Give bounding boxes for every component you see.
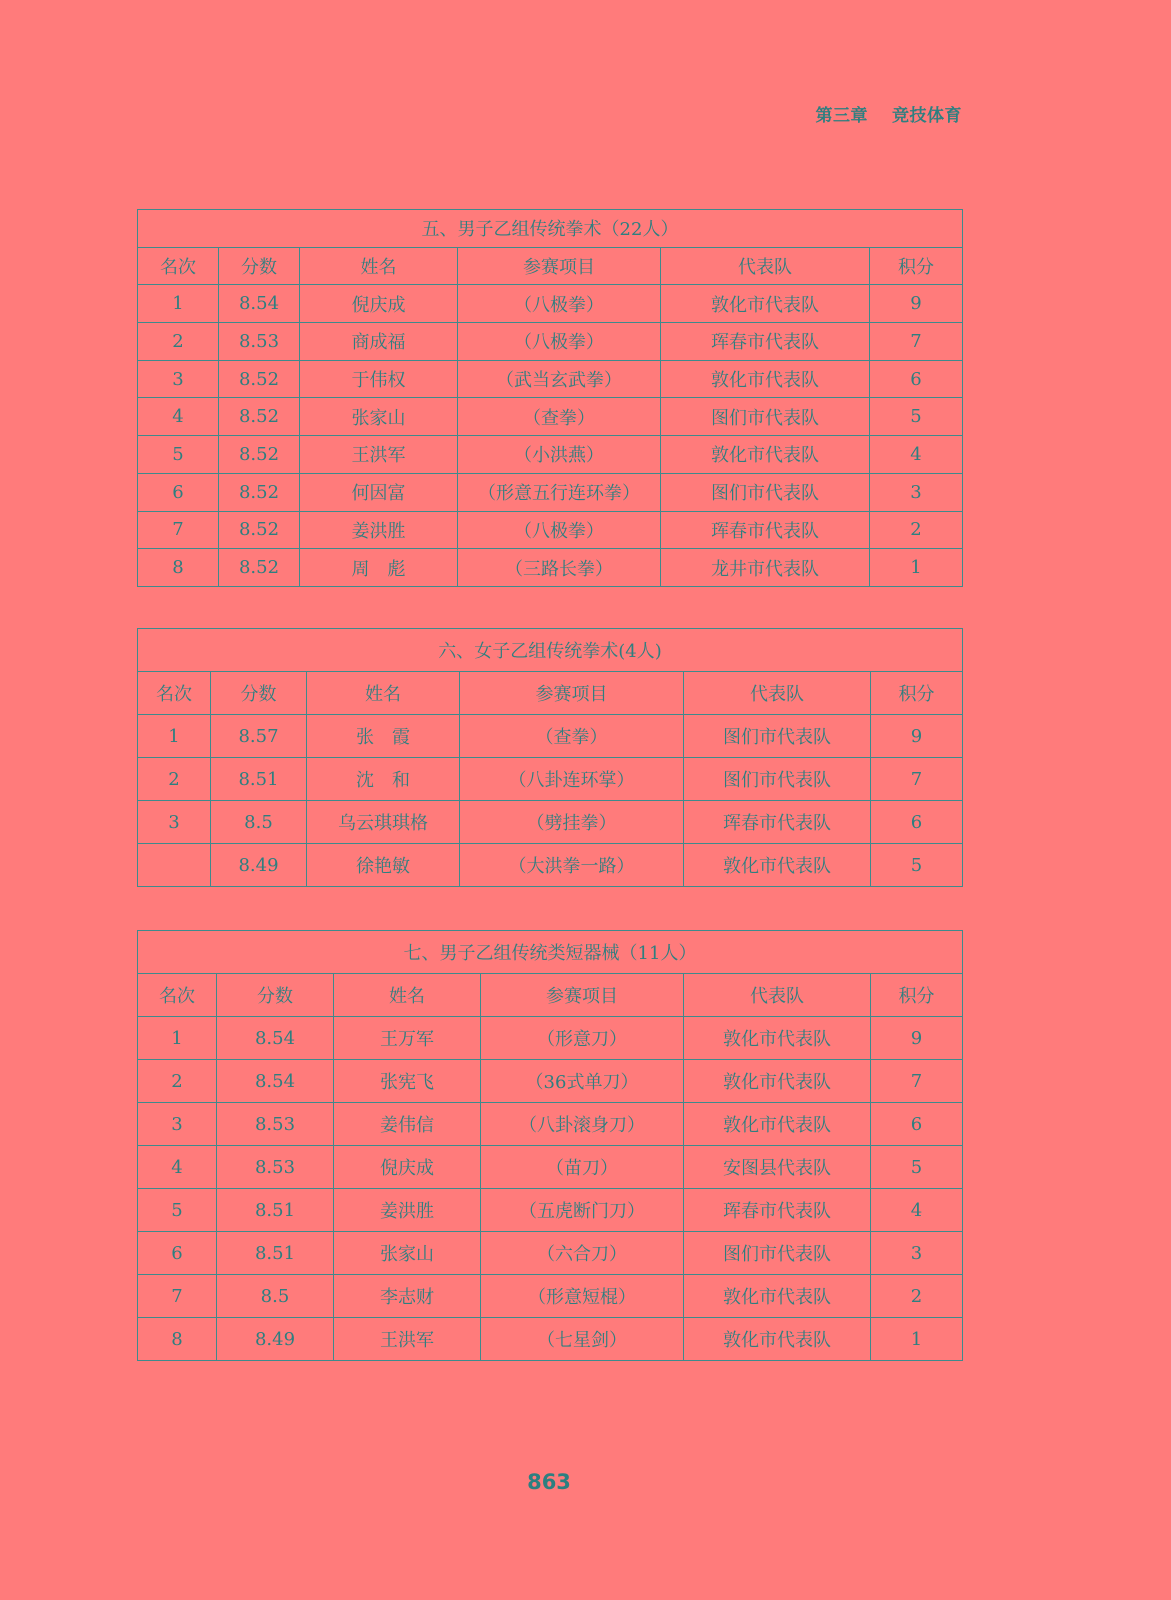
name-cell: 沈 和 (307, 758, 460, 801)
rank-cell: 6 (138, 473, 219, 511)
header-row (138, 247, 963, 285)
col-header-points: 积分 (871, 672, 963, 715)
team-cell: 图们市代表队 (661, 398, 870, 436)
score-cell: 8.54 (219, 285, 300, 323)
team-cell: 珲春市代表队 (661, 511, 870, 549)
event-cell: （武当玄武拳） (458, 360, 661, 398)
event-cell: （八卦滚身刀） (481, 1103, 684, 1146)
points-cell: 7 (871, 1060, 963, 1103)
rank-cell: 5 (138, 1189, 217, 1232)
rank-cell: 4 (138, 398, 219, 436)
score-cell: 8.57 (211, 715, 307, 758)
col-header-points: 积分 (871, 974, 963, 1017)
rank-cell: 3 (138, 360, 219, 398)
table-row (138, 473, 963, 511)
event-cell: （形意五行连环拳） (458, 473, 661, 511)
table-row (138, 1017, 963, 1060)
team-cell: 安图县代表队 (684, 1146, 871, 1189)
event-cell: （查拳） (460, 715, 684, 758)
score-cell: 8.51 (217, 1189, 334, 1232)
col-header-team: 代表队 (684, 974, 871, 1017)
table-row (138, 436, 963, 474)
table-row (138, 1232, 963, 1275)
rank-cell: 3 (138, 801, 211, 844)
col-header-rank: 名次 (138, 672, 211, 715)
results-table-men-short-weapons (137, 930, 963, 1361)
score-cell: 8.51 (217, 1232, 334, 1275)
table-row (138, 758, 963, 801)
score-cell: 8.53 (217, 1146, 334, 1189)
team-cell: 敦化市代表队 (684, 1318, 871, 1361)
team-cell: 图们市代表队 (684, 758, 871, 801)
score-cell: 8.52 (219, 436, 300, 474)
score-cell: 8.54 (217, 1017, 334, 1060)
name-cell: 姜洪胜 (334, 1189, 481, 1232)
points-cell: 6 (871, 1103, 963, 1146)
event-cell: （小洪燕） (458, 436, 661, 474)
table-row (138, 1146, 963, 1189)
name-cell: 李志财 (334, 1275, 481, 1318)
event-cell: （大洪拳一路） (460, 844, 684, 887)
name-cell: 王洪军 (334, 1318, 481, 1361)
points-cell: 2 (870, 511, 963, 549)
col-header-score: 分数 (219, 247, 300, 285)
name-cell: 于伟权 (300, 360, 458, 398)
event-cell: （三路长拳） (458, 549, 661, 587)
name-cell: 张宪飞 (334, 1060, 481, 1103)
rank-cell: 1 (138, 1017, 217, 1060)
running-header (816, 101, 963, 126)
table-row (138, 549, 963, 587)
rank-cell: 8 (138, 549, 219, 587)
name-cell: 张家山 (300, 398, 458, 436)
event-cell: （七星剑） (481, 1318, 684, 1361)
points-cell: 6 (871, 801, 963, 844)
points-cell: 5 (871, 1146, 963, 1189)
score-cell: 8.51 (211, 758, 307, 801)
table-row (138, 1318, 963, 1361)
points-cell: 6 (870, 360, 963, 398)
team-cell: 敦化市代表队 (661, 436, 870, 474)
page-number: 863 (527, 1470, 571, 1494)
points-cell: 9 (871, 1017, 963, 1060)
rank-cell: 2 (138, 1060, 217, 1103)
results-table-women-traditional-fist (137, 628, 963, 887)
name-cell: 乌云琪琪格 (307, 801, 460, 844)
rank-cell: 7 (138, 511, 219, 549)
col-header-rank: 名次 (138, 247, 219, 285)
name-cell: 王洪军 (300, 436, 458, 474)
team-cell: 敦化市代表队 (661, 360, 870, 398)
table-row (138, 1103, 963, 1146)
points-cell: 3 (870, 473, 963, 511)
team-cell: 珲春市代表队 (684, 801, 871, 844)
name-cell: 姜洪胜 (300, 511, 458, 549)
points-cell: 3 (871, 1232, 963, 1275)
score-cell: 8.52 (219, 511, 300, 549)
points-cell: 4 (870, 436, 963, 474)
table-row (138, 801, 963, 844)
name-cell: 倪庆成 (300, 285, 458, 323)
name-cell: 倪庆成 (334, 1146, 481, 1189)
table-row (138, 1189, 963, 1232)
chapter-label: 第三章 (815, 106, 868, 126)
score-cell: 8.5 (217, 1275, 334, 1318)
team-cell: 珲春市代表队 (661, 323, 870, 361)
rank-cell: 1 (138, 285, 219, 323)
event-cell: （八卦连环掌） (460, 758, 684, 801)
team-cell: 龙井市代表队 (661, 549, 870, 587)
name-cell: 周 彪 (300, 549, 458, 587)
table-row (138, 1060, 963, 1103)
rank-cell: 6 (138, 1232, 217, 1275)
team-cell: 敦化市代表队 (684, 844, 871, 887)
table-row (138, 715, 963, 758)
results-table-men-traditional-fist (137, 209, 963, 587)
table-title: 六、女子乙组传统拳术(4人) (138, 629, 963, 672)
col-header-team: 代表队 (684, 672, 871, 715)
col-header-name: 姓名 (307, 672, 460, 715)
rank-cell: 2 (138, 758, 211, 801)
rank-cell: 3 (138, 1103, 217, 1146)
points-cell: 5 (870, 398, 963, 436)
score-cell: 8.49 (211, 844, 307, 887)
rank-cell: 7 (138, 1275, 217, 1318)
header-row (138, 672, 963, 715)
points-cell: 2 (871, 1275, 963, 1318)
table-title: 七、男子乙组传统类短器械（11人） (138, 931, 963, 974)
team-cell: 图们市代表队 (661, 473, 870, 511)
col-header-event: 参赛项目 (458, 247, 661, 285)
points-cell: 4 (871, 1189, 963, 1232)
event-cell: （八极拳） (458, 323, 661, 361)
rank-cell (138, 844, 211, 887)
points-cell: 7 (870, 323, 963, 361)
table-row (138, 285, 963, 323)
score-cell: 8.5 (211, 801, 307, 844)
score-cell: 8.54 (217, 1060, 334, 1103)
team-cell: 敦化市代表队 (684, 1103, 871, 1146)
table-title: 五、男子乙组传统拳术（22人） (138, 210, 963, 248)
points-cell: 1 (870, 549, 963, 587)
event-cell: （形意短棍） (481, 1275, 684, 1318)
team-cell: 敦化市代表队 (684, 1060, 871, 1103)
event-cell: （形意刀） (481, 1017, 684, 1060)
col-header-rank: 名次 (138, 974, 217, 1017)
event-cell: （六合刀） (481, 1232, 684, 1275)
team-cell: 图们市代表队 (684, 715, 871, 758)
name-cell: 张家山 (334, 1232, 481, 1275)
points-cell: 9 (871, 715, 963, 758)
score-cell: 8.53 (219, 323, 300, 361)
event-cell: （五虎断门刀） (481, 1189, 684, 1232)
name-cell: 何因富 (300, 473, 458, 511)
score-cell: 8.53 (217, 1103, 334, 1146)
col-header-event: 参赛项目 (481, 974, 684, 1017)
points-cell: 9 (870, 285, 963, 323)
team-cell: 敦化市代表队 (684, 1275, 871, 1318)
col-header-name: 姓名 (300, 247, 458, 285)
event-cell: （劈挂拳） (460, 801, 684, 844)
rank-cell: 5 (138, 436, 219, 474)
table-row (138, 323, 963, 361)
table-row (138, 844, 963, 887)
name-cell: 徐艳敏 (307, 844, 460, 887)
score-cell: 8.52 (219, 549, 300, 587)
table-row (138, 511, 963, 549)
rank-cell: 4 (138, 1146, 217, 1189)
points-cell: 1 (871, 1318, 963, 1361)
event-cell: （八极拳） (458, 511, 661, 549)
score-cell: 8.52 (219, 473, 300, 511)
event-cell: （苗刀） (481, 1146, 684, 1189)
event-cell: （36式单刀） (481, 1060, 684, 1103)
table-row (138, 398, 963, 436)
score-cell: 8.52 (219, 360, 300, 398)
event-cell: （八极拳） (458, 285, 661, 323)
header-row (138, 974, 963, 1017)
team-cell: 敦化市代表队 (661, 285, 870, 323)
team-cell: 珲春市代表队 (684, 1189, 871, 1232)
table-row (138, 1275, 963, 1318)
name-cell: 商成福 (300, 323, 458, 361)
name-cell: 姜伟信 (334, 1103, 481, 1146)
rank-cell: 2 (138, 323, 219, 361)
score-cell: 8.52 (219, 398, 300, 436)
team-cell: 敦化市代表队 (684, 1017, 871, 1060)
col-header-score: 分数 (217, 974, 334, 1017)
section-label: 竞技体育 (892, 106, 962, 126)
table-row (138, 360, 963, 398)
team-cell: 图们市代表队 (684, 1232, 871, 1275)
points-cell: 7 (871, 758, 963, 801)
event-cell: （查拳） (458, 398, 661, 436)
rank-cell: 8 (138, 1318, 217, 1361)
col-header-name: 姓名 (334, 974, 481, 1017)
name-cell: 王万军 (334, 1017, 481, 1060)
rank-cell: 1 (138, 715, 211, 758)
col-header-points: 积分 (870, 247, 963, 285)
points-cell: 5 (871, 844, 963, 887)
score-cell: 8.49 (217, 1318, 334, 1361)
col-header-score: 分数 (211, 672, 307, 715)
col-header-team: 代表队 (661, 247, 870, 285)
name-cell: 张 霞 (307, 715, 460, 758)
col-header-event: 参赛项目 (460, 672, 684, 715)
